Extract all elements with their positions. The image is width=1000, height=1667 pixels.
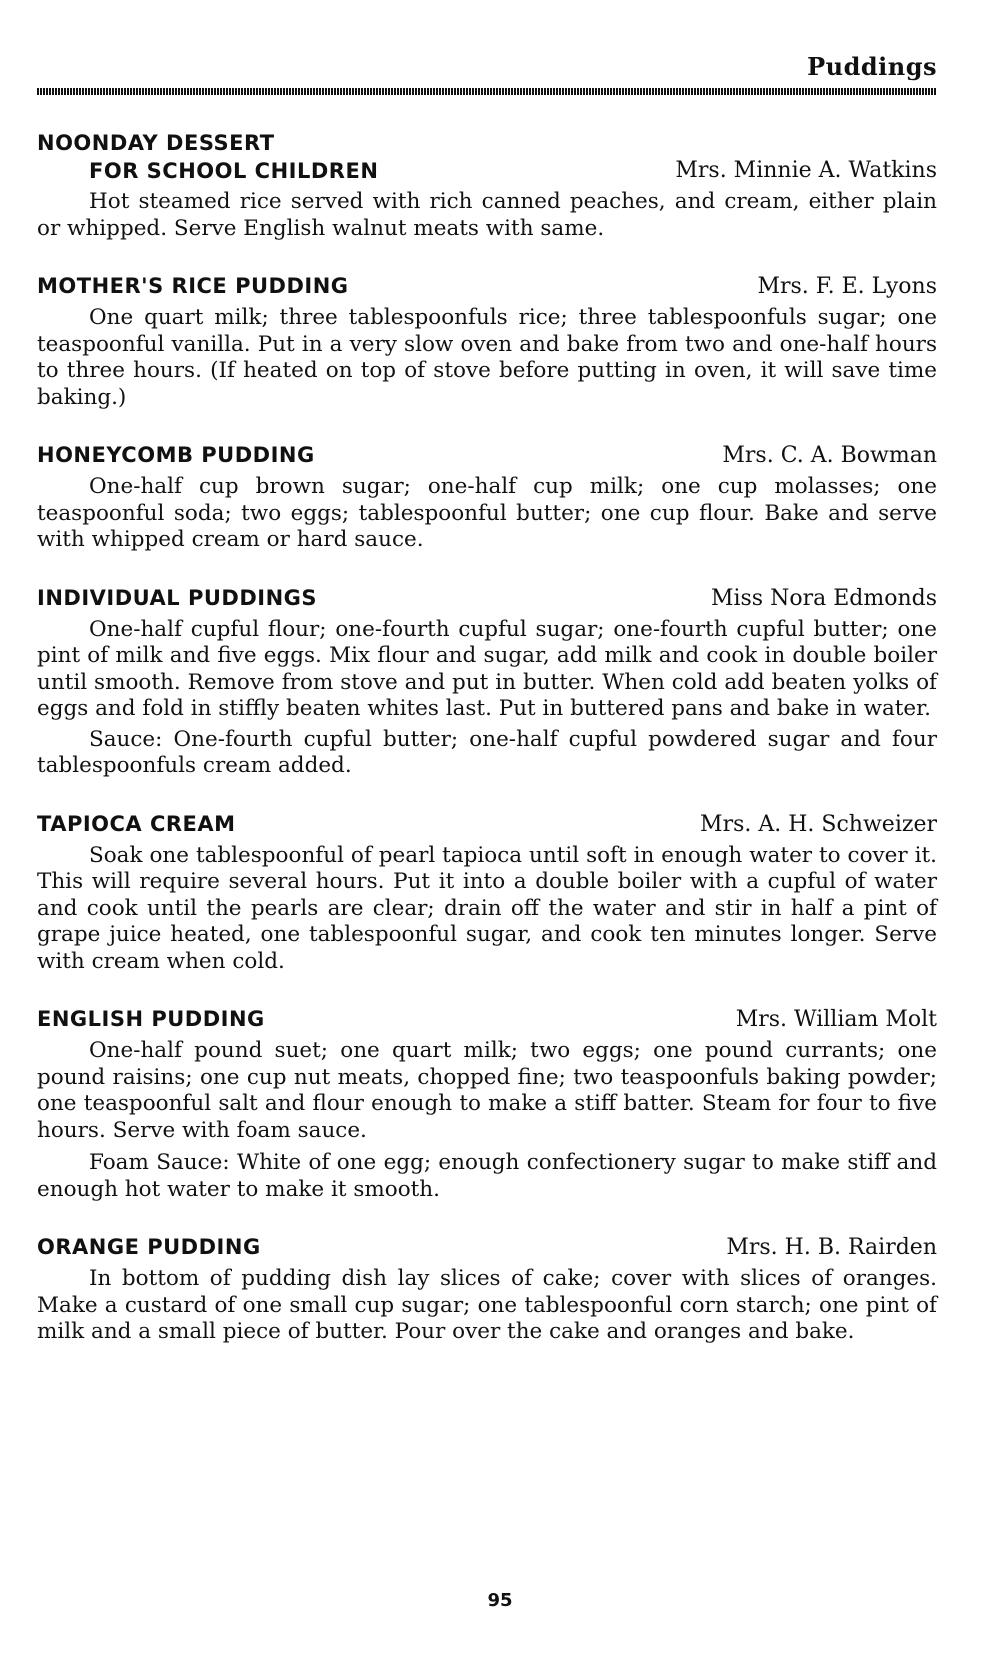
recipe-paragraph: In bottom of pudding dish lay slices of cake; cover with slices of oranges. Make a custard of one small cup sugar; one tablespoonful corn starch; one pint of milk and a small piece of butter. Pour over the cake and oranges and bake. bbox=[37, 1266, 937, 1344]
recipe-title-row bbox=[37, 272, 937, 301]
recipe-mothers-rice-pudding bbox=[37, 272, 937, 411]
recipe-tapioca-cream bbox=[37, 810, 937, 976]
recipe-title-row bbox=[37, 1233, 937, 1262]
recipe-title-row bbox=[37, 129, 937, 185]
recipe-title bbox=[37, 129, 378, 185]
recipe-author: Mrs. H. B. Rairden bbox=[726, 1235, 937, 1260]
recipe-noonday-dessert bbox=[37, 129, 937, 242]
recipe-author: Mrs. C. A. Bowman bbox=[722, 443, 937, 468]
recipe-title: ENGLISH PUDDING bbox=[37, 1007, 265, 1031]
recipe-author: Mrs. William Molt bbox=[735, 1007, 937, 1032]
recipe-paragraph: Soak one tablespoonful of pearl tapioca until soft in enough water to cover it. This will require several hours. Put it into a double boiler with a cupful of water and cook until the pearls are clear; drain off the water and stir in half a pint of grape juice heated, one tablespoonful sugar, and cook ten minutes longer. Serve with cream when cold. bbox=[37, 842, 937, 974]
recipe-title: MOTHER'S RICE PUDDING bbox=[37, 274, 349, 298]
recipe-paragraph: One-half cup brown sugar; one-half cup milk; one cup molasses; one teaspoonful soda; two eggs; tablespoonful butter; one cup flour. Bake and serve with whipped cream or hard sauce. bbox=[37, 474, 937, 552]
recipe-sauce-paragraph: Foam Sauce: White of one egg; enough confectionery sugar to make stiff and enough hot water to make it smooth. bbox=[37, 1150, 937, 1202]
recipe-paragraph: One quart milk; three tablespoonfuls rice; three tablespoonfuls sugar; one teaspoonful vanilla. Put in a very slow oven and bake from two and one-half hours to three hours. (If heated on top of stove before putting in oven, it will save time baking.) bbox=[37, 305, 937, 410]
recipe-individual-puddings bbox=[37, 584, 937, 780]
recipe-paragraph: One-half cupful flour; one-fourth cupful sugar; one-fourth cupful butter; one pint of milk and five eggs. Mix flour and sugar, add milk and cook in double boiler until smooth. Remove from stove and put in butter. When cold add beaten yolks of eggs and fold in stiffly beaten whites last. Put in buttered pans and bake in water. bbox=[37, 616, 937, 721]
recipe-author: Miss Nora Edmonds bbox=[710, 585, 937, 611]
running-head: Puddings bbox=[807, 52, 937, 81]
recipe-title-row bbox=[37, 810, 937, 839]
recipe-sauce-paragraph: Sauce: One-fourth cupful butter; one-half cupful powdered sugar and four tablespoonfuls cream added. bbox=[37, 726, 937, 778]
recipe-paragraph: Hot steamed rice served with rich canned peaches, and cream, either plain or whipped. Serve English walnut meats with same. bbox=[37, 189, 937, 241]
recipe-title-row bbox=[37, 441, 937, 470]
book-page bbox=[37, 52, 937, 1346]
recipe-title-line1: NOONDAY DESSERT bbox=[37, 131, 275, 155]
recipe-honeycomb-pudding bbox=[37, 441, 937, 554]
recipe-author: Mrs. Minnie A. Watkins bbox=[675, 158, 937, 183]
recipe-title-row bbox=[37, 1005, 937, 1034]
recipe-title: HONEYCOMB PUDDING bbox=[37, 443, 315, 467]
recipe-paragraph: One-half pound suet; one quart milk; two eggs; one pound currants; one pound raisins; one cup nut meats, chopped fine; two teaspoonfuls baking powder; one teaspoonful salt and flour enough to make a stiff batter. Steam for four to five hours. Serve with foam sauce. bbox=[37, 1038, 937, 1143]
recipe-author: Mrs. F. E. Lyons bbox=[757, 274, 937, 299]
recipe-author: Mrs. A. H. Schweizer bbox=[700, 811, 937, 837]
page-number: 95 bbox=[487, 1590, 513, 1611]
recipe-title: TAPIOCA CREAM bbox=[37, 811, 236, 836]
recipe-orange-pudding bbox=[37, 1233, 937, 1346]
recipe-title: ORANGE PUDDING bbox=[37, 1235, 261, 1259]
recipe-title-line2: FOR SCHOOL CHILDREN bbox=[89, 159, 379, 183]
recipe-english-pudding bbox=[37, 1005, 937, 1203]
recipe-title: INDIVIDUAL PUDDINGS bbox=[37, 585, 318, 610]
header-rule bbox=[37, 88, 937, 95]
recipe-title-row bbox=[37, 584, 937, 613]
